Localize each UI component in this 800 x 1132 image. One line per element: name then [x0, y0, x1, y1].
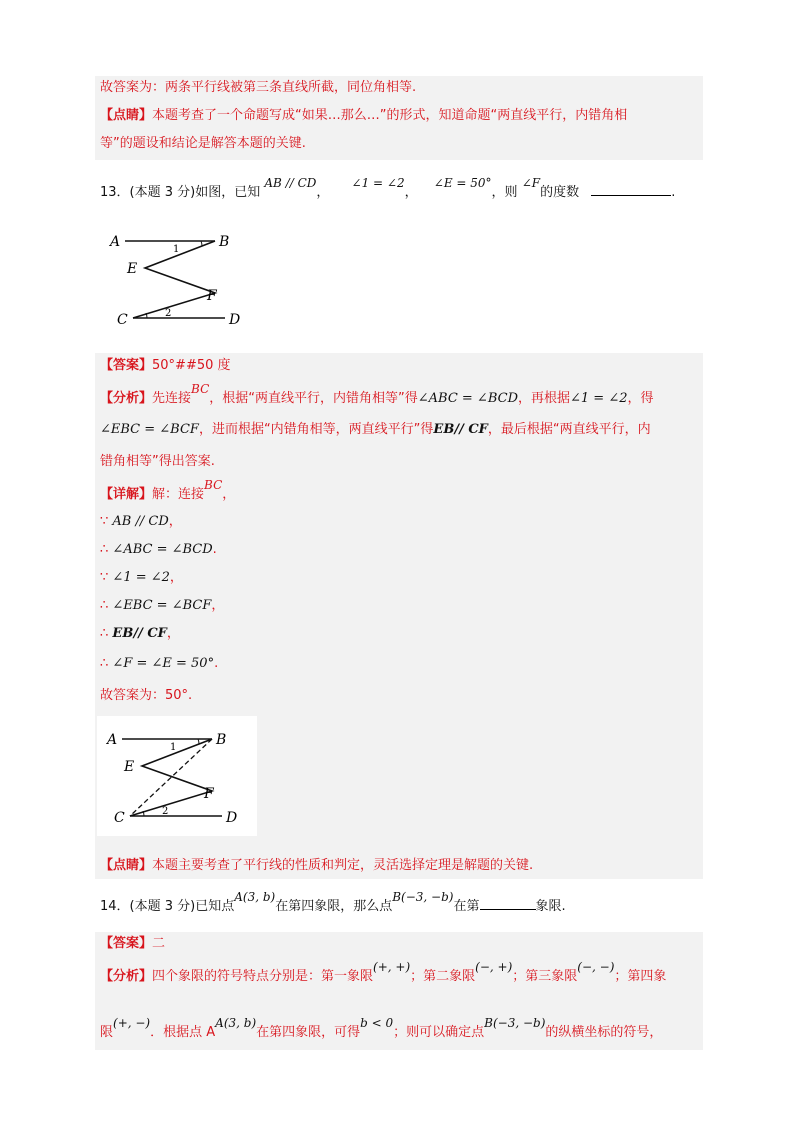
question-14: 14．(本题 3 分)已知点A(3, b)在第四象限，那么点B(−3, −b)在第 象限. — [100, 890, 566, 914]
detail-step: ∴ ∠ABC = ∠BCD. — [100, 542, 217, 557]
label-e: E — [124, 759, 135, 775]
label-d: D — [226, 810, 238, 826]
answer-13: 【答案】50°##50 度 — [100, 358, 231, 373]
dianjing-line-12: 【点睛】本题考查了一个命题写成“如果…那么…”的形式，知道命题“两直线平行，内错角相 — [100, 108, 628, 123]
label-c: C — [114, 810, 125, 826]
detail-step: ∵ ∠1 = ∠2， — [100, 570, 183, 585]
geometry-figure-1 — [105, 228, 255, 333]
label-angle-1: 1 — [173, 244, 180, 255]
detail-step: ∴ EB// CF， — [100, 626, 180, 641]
analysis-13-line3: 错角相等”得出答案. — [100, 454, 215, 469]
dianjing-13: 【点睛】本题主要考查了平行线的性质和判定，灵活选择定理是解题的关键. — [100, 858, 534, 873]
label-angle-2: 2 — [162, 806, 169, 817]
question-13: 13．(本题 3 分)如图，已知 AB // CD， ∠1 = ∠2， ∠E = 50°，则 ∠F的度数 . — [100, 176, 676, 200]
label-f: F — [207, 288, 217, 304]
detail-step: ∵ AB // CD， — [100, 514, 182, 529]
analysis-14-line1: 【分析】四个象限的符号特点分别是：第一象限(+, +)；第二象限(−, +)；第三象限(−, −)；第四象 — [100, 960, 667, 984]
answer-blank — [480, 897, 536, 910]
label-angle-1: 1 — [170, 742, 177, 753]
label-a: A — [107, 732, 118, 748]
label-c: C — [117, 312, 128, 328]
analysis-13-line2: ∠EBC = ∠BCF，进而根据“内错角相等，两直线平行”得EB// CF，最后根据“两直线平行，内 — [100, 422, 651, 437]
geometry-figure-2 — [102, 726, 252, 831]
answer-line-12: 故答案为：两条平行线被第三条直线所截，同位角相等. — [100, 80, 417, 95]
detail-13-intro: 【详解】解：连接BC， — [100, 478, 236, 502]
label-d: D — [229, 312, 241, 328]
label-b: B — [219, 234, 230, 250]
dianjing-line-12-cont: 等”的题设和结论是解答本题的关键. — [100, 136, 306, 151]
final-answer-13: 故答案为：50°. — [100, 688, 193, 703]
detail-step: ∴ ∠F = ∠E = 50°. — [100, 656, 219, 671]
answer-14: 【答案】二 — [100, 936, 166, 951]
analysis-14-line2: 限(+, −)．根据点 AA(3, b)在第四象限，可得b < 0；则可以确定点B(−3, −b)的纵横坐标的符号， — [100, 1016, 663, 1040]
label-a: A — [110, 234, 121, 250]
label-e: E — [127, 261, 138, 277]
label-b: B — [216, 732, 227, 748]
label-f: F — [204, 786, 214, 802]
detail-step: ∴ ∠EBC = ∠BCF， — [100, 598, 225, 613]
analysis-13-line1: 【分析】先连接BC，根据“两直线平行，内错角相等”得∠ABC = ∠BCD，再根据∠1 = ∠2，得 — [100, 382, 654, 406]
answer-blank — [591, 183, 671, 196]
label-angle-2: 2 — [165, 308, 172, 319]
